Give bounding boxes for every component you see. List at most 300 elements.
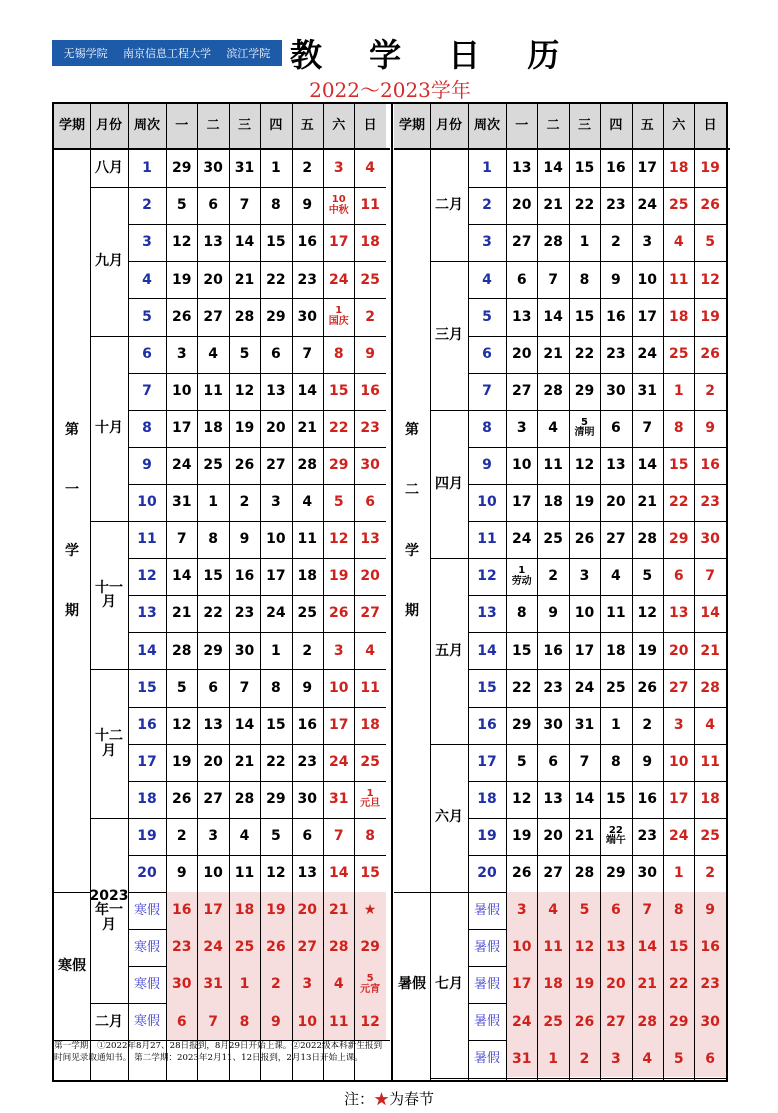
day-number: 9 — [176, 865, 187, 882]
day-number: 28 — [637, 1013, 658, 1030]
day-number: 29 — [511, 716, 532, 733]
day-number: 6 — [208, 679, 218, 696]
semester-char: 期 — [405, 603, 419, 620]
day-number: 25 — [297, 605, 318, 622]
day-cell — [323, 855, 354, 892]
day-number: 28 — [297, 457, 318, 473]
week-number: 15 — [477, 679, 497, 696]
day-number: 13 — [606, 939, 626, 956]
day-cell — [600, 298, 631, 335]
day-cell — [600, 669, 631, 706]
header-day: 五 — [292, 104, 323, 148]
day-number: 23 — [297, 271, 318, 288]
day-cell — [600, 966, 631, 1003]
day-number: 30 — [700, 1013, 720, 1030]
day-number: 29 — [203, 642, 223, 659]
day-number: 30 — [297, 308, 318, 325]
day-cell — [537, 707, 568, 744]
day-cell — [260, 781, 291, 818]
week-number: 9 — [482, 457, 492, 473]
day-cell — [323, 224, 354, 261]
day-cell — [506, 484, 537, 521]
week-number: 11 — [137, 531, 157, 548]
day-cell — [506, 744, 537, 781]
header-day: 三 — [569, 104, 600, 148]
day-number: 14 — [297, 382, 318, 399]
day-cell — [506, 1040, 537, 1077]
day-number: 30 — [543, 716, 563, 733]
day-number: 26 — [637, 679, 658, 696]
week-number: 6 — [482, 345, 492, 362]
day-cell — [260, 892, 291, 929]
day-cell — [229, 855, 260, 892]
day-number: 4 — [705, 716, 715, 733]
day-number: 2 — [642, 716, 653, 733]
day-number: 15 — [203, 568, 223, 585]
day-number: 18 — [360, 234, 380, 251]
day-number: 13 — [511, 308, 532, 325]
day-cell — [506, 892, 537, 929]
day-number: 3 — [333, 160, 344, 177]
day-cell — [166, 484, 197, 521]
day-number: 27 — [203, 790, 223, 807]
day-number: 7 — [208, 1013, 218, 1030]
day-number: 19 — [700, 308, 720, 325]
day-cell — [292, 187, 323, 224]
day-number: 6 — [365, 494, 375, 511]
month-label: 六月 — [435, 809, 463, 826]
day-number: 30 — [700, 531, 720, 548]
day-number: 18 — [700, 790, 720, 807]
day-number: 3 — [516, 902, 527, 919]
day-number: 24 — [266, 605, 286, 622]
day-cell — [260, 744, 291, 781]
day-cell — [663, 484, 694, 521]
day-cell — [694, 892, 725, 929]
grid-line — [430, 1078, 468, 1079]
day-number: 8 — [673, 902, 684, 919]
week-number: 19 — [477, 828, 497, 844]
day-cell — [292, 521, 323, 558]
day-number: 16 — [700, 457, 720, 473]
day-number: 15 — [266, 716, 286, 733]
day-cell — [260, 261, 291, 298]
day-number: 3 — [673, 716, 684, 733]
day-cell — [537, 373, 568, 410]
day-number: 25 — [203, 457, 223, 473]
day-cell — [632, 669, 663, 706]
day-cell — [632, 1003, 663, 1040]
day-cell — [166, 558, 197, 595]
week-number: 18 — [137, 790, 157, 807]
day-number: 17 — [266, 568, 286, 585]
day-cell — [229, 298, 260, 335]
day-number: 10 — [574, 605, 595, 622]
day-cell — [260, 966, 291, 1003]
day-number: 4 — [642, 1050, 653, 1067]
day-number: 7 — [239, 679, 250, 696]
day-number: 1 — [673, 865, 684, 882]
day-number: 24 — [574, 679, 595, 696]
day-number: 4 — [673, 234, 684, 251]
day-cell — [197, 410, 228, 447]
day-number: 20 — [360, 568, 380, 585]
day-number: 29 — [668, 1013, 689, 1030]
day-number: 29 — [266, 790, 286, 807]
day-number: 4 — [548, 902, 558, 919]
day-number: 5 — [333, 494, 344, 511]
day-number: 16 — [606, 308, 626, 325]
day-number: 12 — [637, 605, 658, 622]
day-cell — [166, 632, 197, 669]
week-number: 3 — [142, 234, 152, 251]
day-number: 2 — [705, 382, 715, 399]
day-cell — [323, 818, 354, 855]
day-number: 15 — [328, 382, 349, 399]
day-number: 16 — [543, 642, 563, 659]
day-number: 7 — [239, 197, 250, 214]
right-semester-label — [394, 150, 430, 892]
day-cell — [260, 632, 291, 669]
holiday-label: 劳动 — [511, 575, 532, 587]
day-cell — [663, 298, 694, 335]
day-number: 28 — [700, 679, 720, 696]
week-number: 14 — [477, 642, 497, 659]
semester-char: 第 — [65, 421, 79, 438]
week-number: 5 — [482, 308, 492, 325]
day-cell — [632, 1040, 663, 1077]
footnote-prefix: 注： — [343, 1090, 374, 1108]
day-number: 21 — [543, 197, 563, 214]
day-cell — [600, 707, 631, 744]
day-cell — [694, 484, 725, 521]
day-cell — [229, 632, 260, 669]
day-cell — [229, 929, 260, 966]
spring-festival-star-icon: ★ — [363, 902, 377, 919]
day-cell — [506, 632, 537, 669]
day-cell — [569, 855, 600, 892]
day-cell — [354, 373, 385, 410]
day-number: 26 — [171, 308, 192, 325]
day-number: 12 — [574, 457, 595, 473]
day-cell — [197, 669, 228, 706]
day-number: 10 — [171, 382, 192, 399]
day-cell — [537, 447, 568, 484]
day-cell — [506, 447, 537, 484]
header-day: 五 — [632, 104, 663, 148]
day-cell — [354, 1003, 385, 1040]
header-day: 六 — [663, 104, 694, 148]
day-cell — [197, 818, 228, 855]
day-number: 10 — [328, 679, 349, 696]
day-cell — [197, 707, 228, 744]
day-number: 20 — [543, 828, 563, 844]
day-cell — [569, 966, 600, 1003]
day-cell — [229, 818, 260, 855]
day-cell — [166, 373, 197, 410]
holiday-label: 端午 — [605, 835, 626, 847]
day-number: 15 — [574, 308, 595, 325]
day-cell — [600, 410, 631, 447]
day-number: 5 — [516, 753, 527, 770]
day-cell — [663, 1003, 694, 1040]
month-label: 二月 — [95, 1013, 123, 1030]
day-cell — [600, 336, 631, 373]
week-number: 暑假 — [473, 1014, 500, 1030]
day-cell — [632, 336, 663, 373]
day-number: 13 — [668, 605, 689, 622]
day-number: 5 — [673, 1050, 684, 1067]
day-cell — [292, 1003, 323, 1040]
logo-text-1: 无锡学院 — [63, 47, 108, 60]
semester-char: 学 — [405, 542, 419, 559]
day-cell — [506, 669, 537, 706]
day-cell — [229, 484, 260, 521]
day-number: 25 — [668, 197, 689, 214]
day-cell — [600, 1040, 631, 1077]
day-cell — [354, 855, 385, 892]
day-cell — [537, 410, 568, 447]
day-cell — [694, 966, 725, 1003]
day-cell — [663, 855, 694, 892]
day-number: 10 — [668, 753, 689, 770]
day-cell — [229, 744, 260, 781]
day-number: 30 — [606, 382, 626, 399]
day-cell — [197, 929, 228, 966]
day-number: 18 — [543, 494, 563, 511]
day-cell — [323, 373, 354, 410]
day-cell — [537, 818, 568, 855]
day-number: 20 — [297, 902, 318, 919]
day-cell — [632, 558, 663, 595]
day-number: 22 — [328, 419, 349, 436]
day-number: 25 — [668, 345, 689, 362]
day-cell — [260, 410, 291, 447]
holiday-label: 元宵 — [360, 983, 381, 995]
day-cell — [537, 966, 568, 1003]
day-number: 28 — [543, 234, 563, 251]
day-number: 21 — [637, 494, 658, 511]
day-cell — [506, 781, 537, 818]
day-number: 11 — [360, 197, 380, 214]
day-cell — [694, 781, 725, 818]
semester-char: 期 — [65, 603, 79, 620]
day-cell — [323, 707, 354, 744]
day-cell — [229, 558, 260, 595]
header-day: 一 — [166, 104, 197, 148]
day-cell — [569, 558, 600, 595]
day-number: 20 — [203, 271, 223, 288]
day-cell — [506, 1003, 537, 1040]
day-number: 12 — [700, 271, 720, 288]
day-number: 17 — [574, 642, 595, 659]
left-vacation-label: 寒假 — [58, 957, 86, 974]
day-cell — [197, 224, 228, 261]
header-month: 月份 — [430, 104, 468, 148]
header-semester: 学期 — [394, 104, 430, 148]
day-cell — [354, 187, 385, 224]
day-number: 2 — [365, 308, 375, 325]
month-label: 四月 — [435, 475, 463, 492]
day-cell — [663, 707, 694, 744]
day-cell — [323, 744, 354, 781]
day-number: 8 — [271, 679, 281, 696]
page-title: 教 学 日 历 — [290, 36, 578, 74]
day-number: 19 — [171, 271, 192, 288]
day-number: 11 — [360, 679, 380, 696]
day-number: 26 — [700, 197, 720, 214]
week-number: 寒假 — [133, 1014, 160, 1030]
day-cell — [506, 855, 537, 892]
day-number: 28 — [637, 531, 658, 548]
header-day: 四 — [260, 104, 291, 148]
day-number: 9 — [611, 271, 621, 288]
day-cell — [632, 298, 663, 335]
day-cell — [292, 373, 323, 410]
day-number: 10 — [511, 457, 532, 473]
day-cell — [292, 224, 323, 261]
day-cell — [694, 855, 725, 892]
day-number: 23 — [297, 753, 318, 770]
day-number: 21 — [328, 902, 349, 919]
day-number: 4 — [548, 419, 558, 436]
day-cell — [166, 336, 197, 373]
day-number: 21 — [543, 345, 563, 362]
day-number: 19 — [637, 642, 658, 659]
day-number: 26 — [328, 605, 349, 622]
day-number: 26 — [171, 790, 192, 807]
day-number: 9 — [365, 345, 375, 362]
day-number: 12 — [511, 790, 532, 807]
month-label: 三月 — [435, 327, 463, 344]
day-cell — [537, 669, 568, 706]
day-number: 27 — [511, 382, 532, 399]
day-number: 1 — [673, 382, 684, 399]
day-cell — [537, 558, 568, 595]
day-cell — [694, 558, 725, 595]
day-cell — [292, 892, 323, 929]
week-number: 8 — [482, 419, 492, 436]
day-cell — [260, 373, 291, 410]
day-cell — [569, 484, 600, 521]
day-cell — [229, 966, 260, 1003]
week-number: 13 — [137, 605, 157, 622]
day-number: 17 — [328, 234, 349, 251]
grid-line — [394, 892, 430, 893]
day-cell — [632, 707, 663, 744]
day-number: 12 — [266, 865, 286, 882]
day-number: 11 — [297, 531, 318, 548]
week-number: 13 — [477, 605, 497, 622]
day-cell — [537, 484, 568, 521]
day-cell — [166, 410, 197, 447]
day-cell — [354, 707, 385, 744]
day-cell — [632, 966, 663, 1003]
day-cell — [600, 929, 631, 966]
day-number: 7 — [579, 753, 590, 770]
day-number: 30 — [171, 976, 192, 993]
week-number: 7 — [482, 382, 492, 399]
day-number: 25 — [360, 271, 380, 288]
day-number: 18 — [297, 568, 318, 585]
day-cell — [260, 558, 291, 595]
day-cell — [354, 261, 385, 298]
header-day: 二 — [197, 104, 228, 148]
day-number: 1 — [611, 716, 621, 733]
day-number: 11 — [543, 457, 563, 473]
day-cell — [166, 855, 197, 892]
day-number: 14 — [637, 939, 658, 956]
day-cell — [537, 298, 568, 335]
day-cell — [197, 855, 228, 892]
day-cell — [632, 150, 663, 187]
day-number: 18 — [606, 642, 626, 659]
day-number: 11 — [543, 939, 563, 956]
day-cell — [292, 595, 323, 632]
day-cell — [323, 484, 354, 521]
registration-note: 第一学期：①2022年8月27、28日报到，8月29日开始上课。②2022级本科新生报到时间见录取通知书。 第二学期：2023年2月11、12日报到，2月13日开始上课。 — [54, 1041, 383, 1063]
day-number: 2 — [239, 494, 250, 511]
day-cell — [354, 818, 385, 855]
day-cell — [323, 632, 354, 669]
day-cell — [166, 744, 197, 781]
day-number: 13 — [511, 160, 532, 177]
day-number: 28 — [543, 382, 563, 399]
day-number: 8 — [239, 1013, 250, 1030]
day-number: 3 — [611, 1050, 621, 1067]
day-cell — [600, 892, 631, 929]
week-number: 12 — [137, 568, 157, 585]
day-cell — [323, 261, 354, 298]
day-number: 3 — [333, 642, 344, 659]
day-cell — [694, 1003, 725, 1040]
day-cell — [260, 484, 291, 521]
week-number: 4 — [142, 271, 152, 288]
day-number: 8 — [516, 605, 527, 622]
day-number: 7 — [642, 902, 653, 919]
grid-line — [166, 104, 167, 1082]
week-number: 20 — [477, 865, 497, 882]
day-number: 16 — [234, 568, 255, 585]
day-number: 14 — [171, 568, 192, 585]
day-number: 1 — [271, 160, 281, 177]
day-number: 20 — [606, 976, 626, 993]
day-number: 31 — [574, 716, 595, 733]
week-number: 寒假 — [133, 902, 160, 918]
day-number: 12 — [171, 716, 192, 733]
star-icon: ★ — [373, 1090, 389, 1108]
day-cell — [506, 336, 537, 373]
week-number: 16 — [477, 716, 497, 733]
academic-year: 2022～2023学年 — [309, 78, 471, 102]
day-cell — [632, 855, 663, 892]
day-cell — [569, 447, 600, 484]
day-number: 10 — [511, 939, 532, 956]
day-cell — [694, 669, 725, 706]
day-cell — [632, 447, 663, 484]
day-number: 24 — [637, 197, 658, 214]
day-number: 2 — [302, 642, 313, 659]
day-number: 22 — [203, 605, 223, 622]
day-number: 27 — [668, 679, 689, 696]
logo-text-3: 滨江学院 — [226, 47, 271, 60]
day-cell — [537, 1040, 568, 1077]
day-number: 2 — [611, 234, 621, 251]
day-number: 1 — [239, 976, 250, 993]
day-number: 22 — [574, 197, 595, 214]
day-cell — [354, 744, 385, 781]
day-cell — [166, 707, 197, 744]
